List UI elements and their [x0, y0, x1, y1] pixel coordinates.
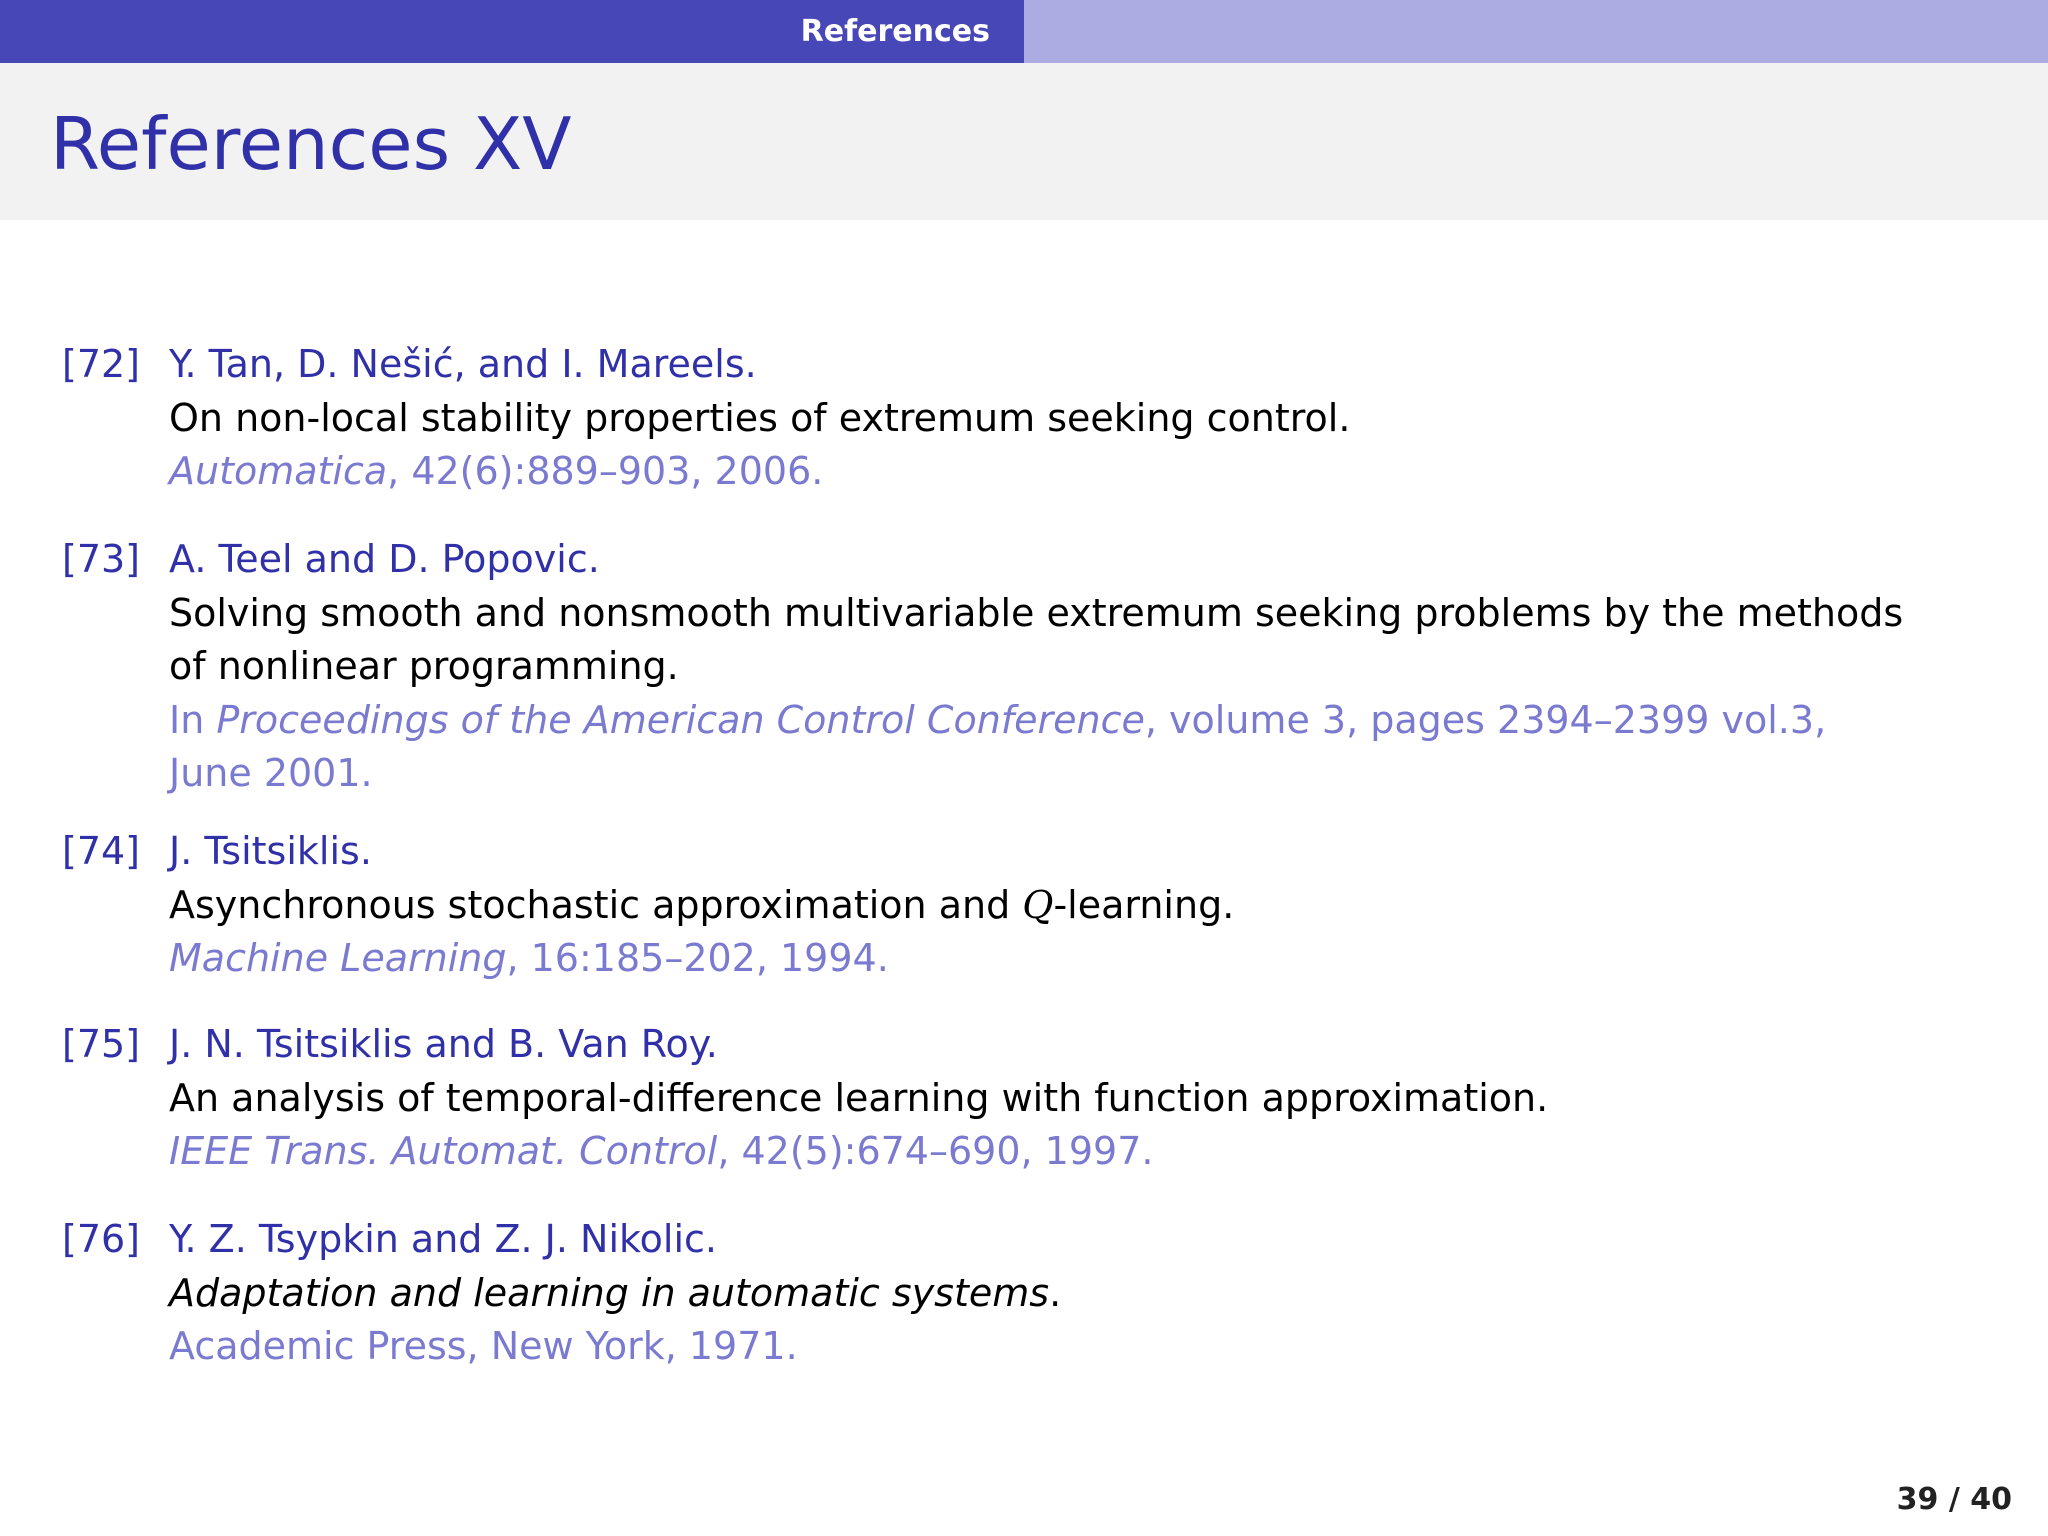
reference-title-math: Q [1022, 882, 1054, 927]
reference-journal: Automatica [169, 449, 388, 493]
reference-venue-details: , volume 3, pages 2394–2399 vol.3, [1144, 697, 1827, 742]
reference-proceedings: Proceedings of the American Control Conference [216, 697, 1145, 742]
reference-title-prefix: Asynchronous stochastic approximation and [169, 882, 1023, 927]
reference-venue-details: , 42(5):674–690, 1997. [717, 1129, 1154, 1173]
reference-title-suffix: -learning. [1053, 882, 1235, 927]
reference-journal: IEEE Trans. Automat. Control [169, 1129, 718, 1173]
reference-title [169, 879, 1969, 933]
reference-venue [169, 445, 1969, 499]
reference-authors: J. Tsitsiklis. [169, 829, 372, 873]
reference-venue: Academic Press, New York, 1971. [169, 1324, 798, 1368]
reference-number: [74] [62, 829, 141, 873]
reference-venue-prefix: In [169, 697, 217, 742]
reference-venue [169, 932, 1969, 986]
slide-title: References XV [50, 102, 572, 186]
reference-journal: Machine Learning [169, 936, 507, 980]
reference-title-suffix: . [1049, 1270, 1062, 1315]
reference-number: [76] [62, 1217, 141, 1261]
page-number: 39 / 40 [1896, 1482, 2012, 1517]
reference-authors: J. N. Tsitsiklis and B. Van Roy. [169, 1022, 718, 1066]
reference-number: [75] [62, 1022, 141, 1066]
reference-title [169, 1267, 1969, 1321]
reference-number: [73] [62, 537, 141, 581]
reference-authors: A. Teel and D. Popovic. [169, 537, 600, 581]
reference-authors: Y. Z. Tsypkin and Z. J. Nikolic. [169, 1217, 718, 1261]
reference-number: [72] [62, 342, 141, 386]
reference-title: On non-local stability properties of extremum seeking control. [169, 395, 1351, 440]
reference-venue [169, 1125, 1969, 1179]
reference-title: An analysis of temporal-difference learning with function approximation. [169, 1075, 1549, 1120]
reference-title-line-1: Solving smooth and nonsmooth multivariable extremum seeking problems by the methods [169, 590, 1904, 635]
reference-venue [169, 694, 1969, 748]
reference-venue-details: , 16:185–202, 1994. [506, 936, 889, 980]
reference-venue-line-2: June 2001. [169, 751, 373, 795]
reference-book-title: Adaptation and learning in automatic systems [169, 1270, 1050, 1315]
reference-title-line-2: of nonlinear programming. [169, 644, 679, 688]
reference-authors: Y. Tan, D. Nešić, and I. Mareels. [169, 342, 757, 386]
section-tab-label: References [800, 14, 990, 49]
reference-venue-details: , 42(6):889–903, 2006. [387, 449, 824, 493]
